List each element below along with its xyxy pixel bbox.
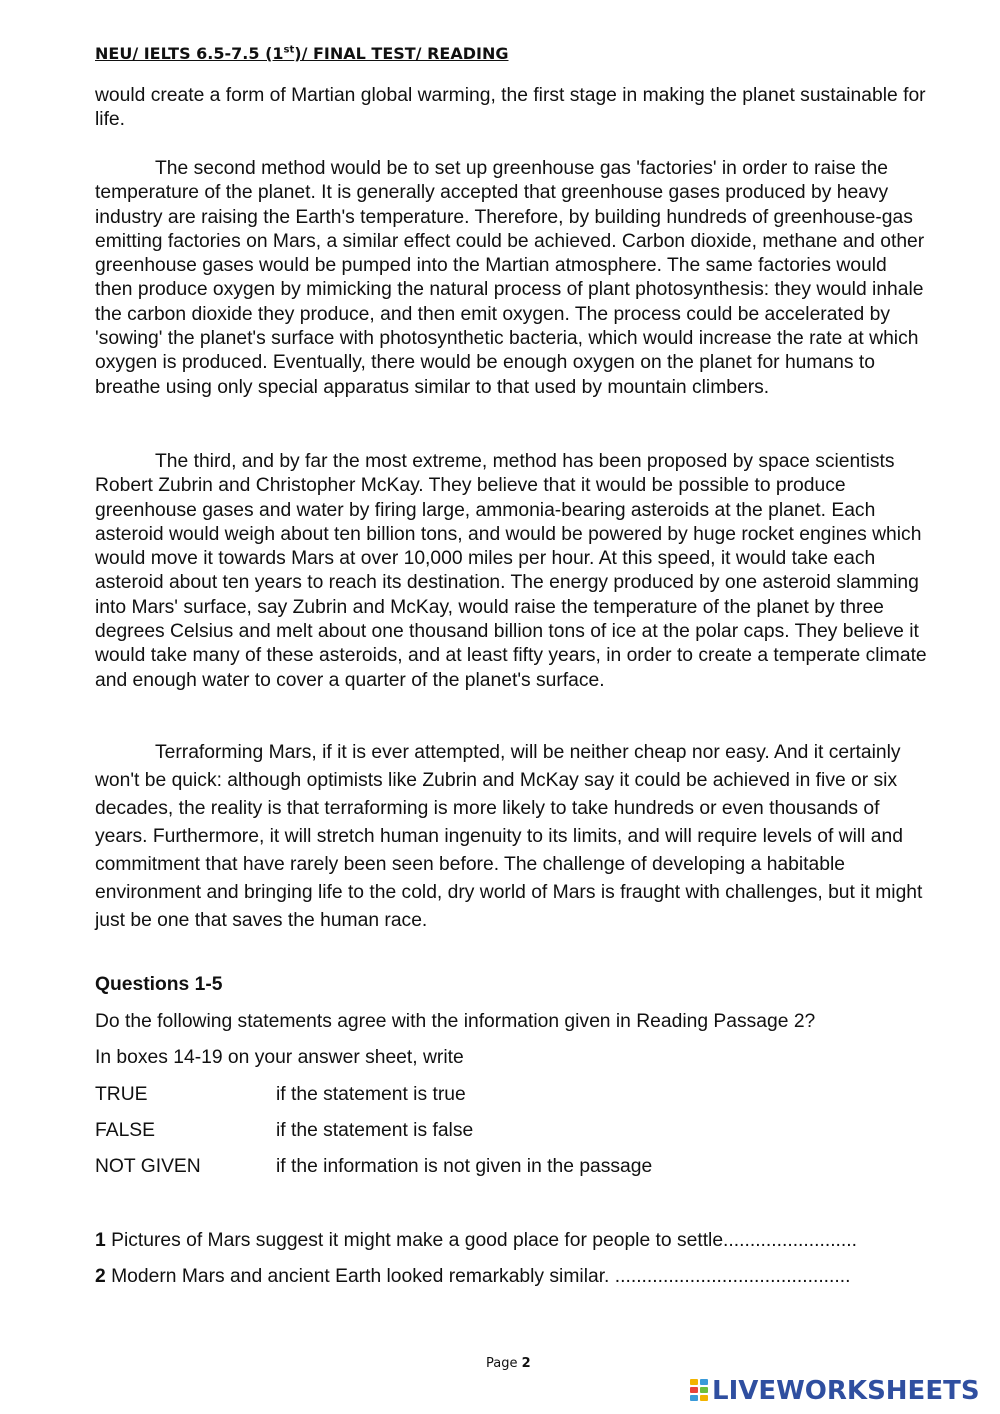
question-text: Pictures of Mars suggest it might make a good place for people to settle......................... [105, 1230, 857, 1251]
question-statement-2[interactable] [95, 1266, 850, 1288]
passage-paragraph-conclusion: Terraforming Mars, if it is ever attempted, will be neither cheap nor easy. And it certainly won't be quick: although optimists like Zubrin and McKay say it could be achieved in five or six decades, the reality is that terraforming is more likely to take hundreds or even thousands of years. Furthermore, it will stretch human ingenuity to its limits, and will require levels of will and commitment that have rarely been seen before. The challenge of developing a habitable environment and bringing life to the cold, dry world of Mars is fraught with challenges, but it might just be one that saves the human race. [95, 742, 923, 931]
document-header: NEU/ IELTS 6.5-7.5 (1st)/ FINAL TEST/ READING [95, 44, 509, 63]
answer-option-definition: if the information is not given in the passage [276, 1156, 653, 1177]
passage-paragraph-second-method: The second method would be to set up greenhouse gas 'factories' in order to raise the temperature of the planet. It is generally accepted that greenhouse gases produced by heavy industry are raising the Earth's temperature. Therefore, by building hundreds of greenhouse-gas emitting factories on Mars, a similar effect could be achieved. Carbon dioxide, methane and other greenhouse gases would be pumped into the Martian atmosphere. The same factories would then produce oxygen by mimicking the natural process of plant photosynthesis: they would inhale the carbon dioxide they produce, and then emit oxygen. The process could be accelerated by 'sowing' the planet's surface with photosynthetic bacteria, which would increase the rate at which oxygen is produced. Eventually, there would be enough oxygen on the planet for humans to breathe using only special apparatus similar to that used by mountain climbers. [95, 158, 925, 398]
answer-option-definition: if the statement is true [276, 1084, 466, 1105]
passage-paragraph-third-method: The third, and by far the most extreme, method has been proposed by space scientists Robert Zubrin and Christopher McKay. They believe that it would be possible to produce greenhouse gases and water by firing large, ammonia-bearing asteroids at the planet. Each asteroid would weigh about ten billion tons, and would be powered by huge rocket engines which would move it towards Mars at over 10,000 miles per hour. At this speed, it would take each asteroid about ten years to reach its destination. The energy produced by one asteroid slamming into Mars' surface, say Zubrin and McKay, would raise the temperature of the planet by three degrees Celsius and melt about one thousand billion tons of ice at the polar caps. They believe it would take many of these asteroids, and at least fifty years, in order to create a temperate climate and enough water to cover a quarter of the planet's surface. [95, 451, 927, 691]
question-statement-1[interactable] [95, 1230, 857, 1252]
questions-instruction-answer-sheet: In boxes 14-19 on your answer sheet, write [95, 1047, 464, 1068]
answer-option-term: FALSE [95, 1120, 156, 1141]
liveworksheets-logo-text: LIVEWORKSHEETS [712, 1376, 980, 1406]
answer-option-term: TRUE [95, 1084, 148, 1105]
liveworksheets-logo [690, 1374, 980, 1408]
question-text: Modern Mars and ancient Earth looked remarkably similar. ............................................ [105, 1266, 851, 1287]
question-number: 1 [95, 1230, 106, 1251]
passage-paragraph-continued: would create a form of Martian global warming, the first stage in making the planet sustainable for life. [95, 85, 926, 131]
page-number: 2 [521, 1356, 531, 1371]
page-footer: Page 2 [486, 1356, 531, 1371]
liveworksheets-logo-icon [690, 1377, 710, 1405]
questions-instruction: Do the following statements agree with the information given in Reading Passage 2? [95, 1011, 816, 1032]
question-number: 2 [95, 1266, 106, 1287]
answer-option-term: NOT GIVEN [95, 1156, 201, 1177]
questions-title: Questions 1-5 [95, 974, 223, 995]
answer-option-definition: if the statement is false [276, 1120, 474, 1141]
